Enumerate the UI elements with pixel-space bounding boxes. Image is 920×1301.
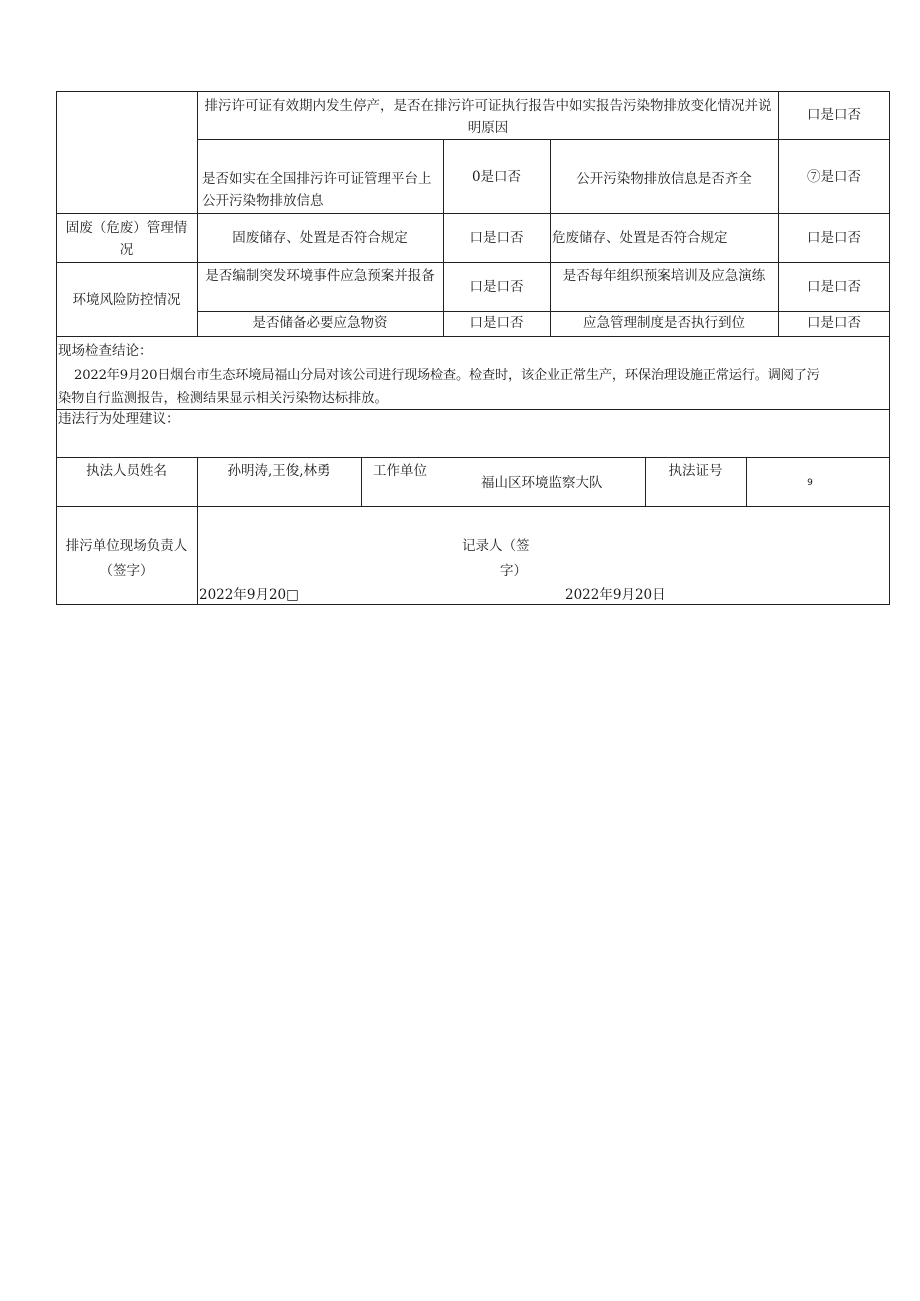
cert-number-label: 执法证号: [668, 463, 723, 479]
responsible-person-label-1: 排污单位现场负责人: [65, 538, 188, 554]
col-divider: [746, 457, 747, 506]
row-divider: [56, 336, 890, 337]
training-drill-question: 是否每年组织预案培训及应急演练: [562, 268, 766, 284]
row-divider: [56, 213, 890, 214]
officer-names: 孙明涛,王俊,林勇: [227, 463, 331, 479]
col-divider: [361, 457, 362, 506]
solid-waste-question: 固废储存、处置是否符合规定: [232, 230, 408, 246]
disclosure-complete-question: 公开污染物排放信息是否齐全: [576, 171, 752, 187]
emergency-plan-answer[interactable]: 口是口否: [469, 279, 524, 295]
emergency-supplies-answer[interactable]: 口是口否: [469, 315, 524, 331]
recorder-label-1: 记录人（签: [462, 538, 530, 554]
row-divider: [56, 262, 890, 263]
sign-date-right: 2022年9月20日: [565, 587, 666, 603]
conclusion-text-line1: 2022年9月20日烟台市生态环境局福山分局对该公司进行现场检查。检查时，该企业正常生产，环保治理设施正常运行。调阅了污: [74, 368, 820, 383]
emergency-supplies-question: 是否储备必要应急物资: [252, 315, 388, 331]
work-unit-value: 福山区环境监察大队: [481, 475, 603, 491]
recorder-label-2: 字）: [500, 563, 527, 579]
col-divider: [197, 91, 198, 336]
stop-production-question: 排污许可证有效期内发生停产，是否在排污许可证执行报告中如实报告污染物排放变化情况并说明原因: [204, 98, 772, 136]
platform-disclosure-answer[interactable]: 0是口否: [471, 169, 522, 185]
hazardous-waste-answer[interactable]: 口是口否: [807, 230, 861, 246]
work-unit-label: 工作单位: [373, 463, 427, 479]
responsible-person-label-2: （签字）: [99, 563, 154, 579]
emergency-system-answer[interactable]: 口是口否: [807, 315, 861, 331]
conclusion-text-line2: 染物自行监测报告，检测结果显示相关污染物达标排放。: [58, 391, 388, 406]
disclosure-complete-answer[interactable]: ⑦是口否: [807, 169, 861, 185]
row-divider: [56, 457, 890, 458]
officer-name-label: 执法人员姓名: [86, 463, 167, 479]
conclusion-label: 现场检查结论：: [58, 343, 153, 359]
row-divider: [197, 139, 890, 140]
solid-waste-label: 固废（危废）管理情况: [65, 220, 188, 258]
platform-disclosure-question: 是否如实在全国排污许可证管理平台上公开污染物排放信息: [202, 171, 432, 209]
violation-advice-label: 违法行为处理建议：: [58, 411, 180, 427]
col-divider: [778, 91, 779, 336]
solid-waste-answer[interactable]: 口是口否: [469, 230, 524, 246]
stop-production-answer[interactable]: 口是口否: [807, 107, 861, 123]
sign-date-left: 2022年9月20□: [199, 587, 299, 603]
env-risk-label: 环境风险防控情况: [72, 292, 181, 308]
training-drill-answer[interactable]: 口是口否: [807, 279, 861, 295]
hazardous-waste-question: 危废储存、处置是否符合规定: [552, 230, 728, 246]
emergency-system-question: 应急管理制度是否执行到位: [583, 315, 745, 331]
emergency-plan-question: 是否编制突发环境事件应急预案并报备: [205, 268, 435, 284]
row-divider: [56, 506, 890, 507]
cert-number-value: 9: [807, 478, 813, 488]
